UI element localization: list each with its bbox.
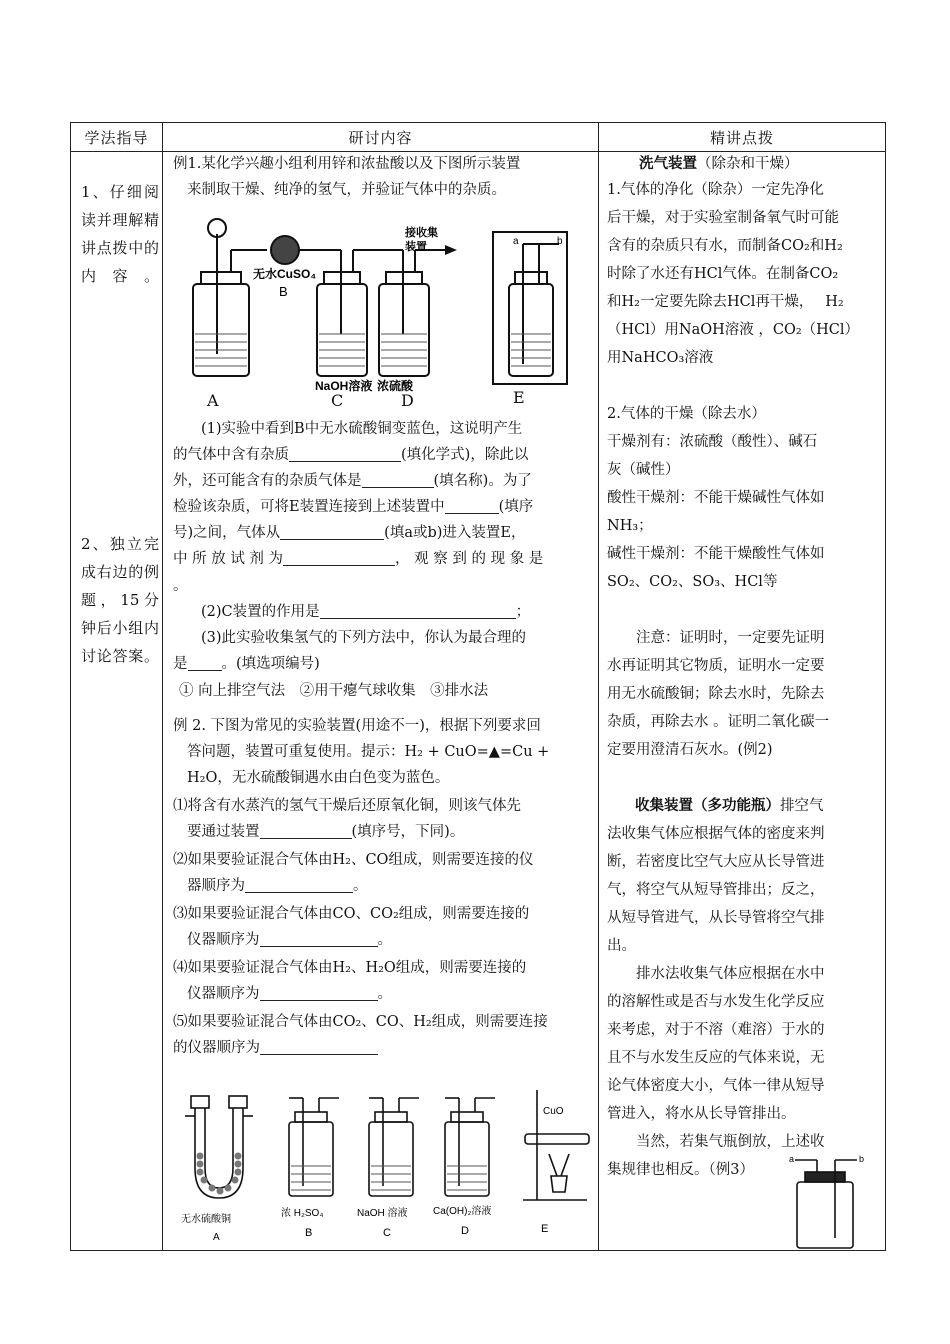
fig1-label-d: D: [401, 391, 414, 410]
ex2-intro-a: 例 2. 下图为常见的实验装置(用途不一)，根据下列要求回: [173, 718, 541, 734]
header-guide: 学法指导: [71, 123, 163, 152]
content-column: [163, 152, 599, 1251]
fig2-label-d2: D: [461, 1225, 469, 1237]
ex2-q4-line1: ⑷如果要验证混合气体由H₂、H₂O组成，则需要连接的: [173, 960, 527, 976]
guide-item-1: 1、仔细阅读并理解精讲点拨中的内容。: [81, 183, 159, 285]
ex1-q1-line2: 的气体中含有杂质 (填化学式)，除此以: [173, 441, 528, 469]
collect-bottle-label-a: a: [789, 1154, 795, 1164]
fig1-label-collect1: 接收集: [405, 227, 438, 239]
fig2-label-d: Ca(OH)₂溶液: [433, 1206, 492, 1217]
fig1-label-naoh: NaOH溶液: [315, 379, 373, 393]
ex1-q1-line7: 。: [173, 578, 188, 594]
fig1-label-cuso4: 无水CuSO₄: [253, 267, 317, 281]
notes-title-collect: 收集装置（多功能瓶）排空气: [635, 797, 824, 814]
notes-column: [599, 152, 886, 1251]
ex1-q1-line4: 检验该杂质，可将E装置连接到上述装置中 (填序: [173, 493, 533, 521]
ex2-q5-line1: ⑸如果要验证混合气体由CO₂、CO、H₂组成，则需要连接: [173, 1014, 548, 1030]
ex1-q1-line5: 号)之间，气体从 (填a或b)进入装置E，: [173, 519, 526, 547]
fig2-label-e2: E: [541, 1223, 549, 1235]
ex1-q3-line2: 是 。(填选项编号): [173, 650, 320, 678]
ex1-q2: (2)C装置的作用是 ；: [201, 598, 530, 626]
notes-block-3: 注意：证明时，一定要先证明 水再证明其它物质，证明水一定要 用无水硫酸铜；除去水时，先除去 杂质，再除去水 。证明二氧化碳一 定要用澄清石灰水。(例2): [607, 630, 830, 758]
ex1-apparatus-figure: [183, 214, 583, 393]
ex2-apparatus-figure: [177, 1088, 592, 1248]
header-notes: 精讲点拨: [599, 123, 886, 152]
ex1-q1-line3: 外，还可能含有的杂质气体是 (填名称)。为了: [173, 467, 532, 495]
fig1-label-ea: a: [513, 236, 519, 247]
notes-title-wash: 洗气装置（除杂和干燥）: [639, 155, 799, 172]
ex2-q3-line1: ⑶如果要验证混合气体由CO、CO₂组成，则需要连接的: [173, 906, 530, 922]
notes-block-1: 1.气体的净化（除杂）一定先净化 后干燥，对于实验室制备氧气时可能 含有的杂质只有水，而制备CO₂和H₂ 时除了水还有HCl气体。在制备CO₂ 和H₂一定要先除去HCl再干燥， H₂ （HCl）用NaOH溶液 ，CO₂（HCl） 用NaHCO₃溶液: [607, 182, 860, 366]
fig1-label-eb: b: [557, 236, 563, 247]
ex1-options: ① 向上排空气法 ②用干瘪气球收集 ③排水法: [179, 683, 489, 699]
ex2-q2-line2: 器顺序为 。: [187, 872, 368, 900]
fig1-label-c: C: [331, 391, 344, 410]
fig2-label-cuo: CuO: [543, 1106, 564, 1117]
ex2-intro-c: H₂O，无水硫酸铜遇水由白色变为蓝色。: [187, 770, 450, 786]
guide-column: [71, 152, 163, 1251]
ex2-q5-line2: 的仪器顺序为: [173, 1034, 378, 1062]
notes-block-6: 当然，若集气瓶倒放，上述收 集规律也相反。（例3）: [607, 1134, 825, 1178]
ex2-q3-line2: 仪器顺序为 。: [187, 926, 392, 954]
notes-block-4: 法收集气体应根据气体的密度来判 断，若密度比空气大应从长导管进 气，将空气从短导管排出；反之， 从短导管进气，从长导管将空气排 出。: [607, 826, 825, 954]
notes-block-2: 2.气体的干燥（除去水） 干燥剂有：浓硫酸（酸性）、碱石 灰（碱性） 酸性干燥剂：不能干燥碱性气体如 NH₃； 碱性干燥剂：不能干燥酸性气体如 SO₂、CO₂、SO₃、HCl等: [607, 406, 825, 590]
fig2-label-c: NaOH 溶液: [357, 1208, 408, 1219]
fig1-label-b: B: [279, 284, 288, 299]
collect-bottle-figure: [787, 1154, 867, 1250]
guide-item-2: 2、独立完成右边的例题，15分钟后小组内讨论答案。: [81, 535, 159, 665]
fig2-label-b2: B: [305, 1227, 313, 1239]
header-content: 研讨内容: [163, 123, 599, 152]
study-table: [70, 122, 886, 1251]
fig1-label-h2so4: 浓硫酸: [377, 379, 414, 393]
fig2-label-c2: C: [383, 1227, 391, 1239]
fig2-label-a: 无水硫酸铜: [181, 1214, 231, 1225]
ex1-q1-line6: 中 所 放 试 剂 为 ， 观 察 到 的 现 象 是: [173, 545, 543, 573]
fig1-label-a: A: [207, 391, 219, 410]
fig1-label-e: E: [513, 388, 525, 407]
fig2-label-a2: A: [213, 1232, 220, 1243]
collect-bottle-label-b: b: [859, 1154, 865, 1164]
fig1-label-collect2: 装置: [405, 241, 427, 253]
ex2-q1-line2: 要通过装置 (填序号，下同)。: [187, 818, 464, 846]
ex1-q3-line1: (3)此实验收集氢气的下列方法中，你认为最合理的: [201, 630, 527, 646]
notes-block-5: 排水法收集气体应根据在水中 的溶解性或是否与水发生化学反应 来考虑，对于不溶（难溶）于水的 且不与水发生反应的气体来说，无 论气体密度大小，气体一律从短导 管进入，将水从长导管排出。: [607, 966, 825, 1122]
fig2-label-b: 浓 H₂SO₄: [281, 1208, 324, 1219]
ex2-q4-line2: 仪器顺序为 。: [187, 980, 392, 1008]
ex1-q1-line1: (1)实验中看到B中无水硫酸铜变蓝色，这说明产生: [201, 421, 523, 437]
ex2-intro-b: 答问题，装置可重复使用。提示：H₂ + CuO=▲=Cu +: [187, 744, 550, 760]
ex1-intro-a: 例1.某化学兴趣小组利用锌和浓盐酸以及下图所示装置: [173, 156, 521, 172]
ex2-q2-line1: ⑵如果要验证混合气体由H₂、CO组成，则需要连接的仪: [173, 852, 534, 868]
ex1-intro-b: 来制取干燥、纯净的氢气，并验证气体中的杂质。: [187, 182, 506, 198]
ex2-q1-line1: ⑴将含有水蒸汽的氢气干燥后还原氧化铜，则该气体先: [173, 798, 521, 814]
